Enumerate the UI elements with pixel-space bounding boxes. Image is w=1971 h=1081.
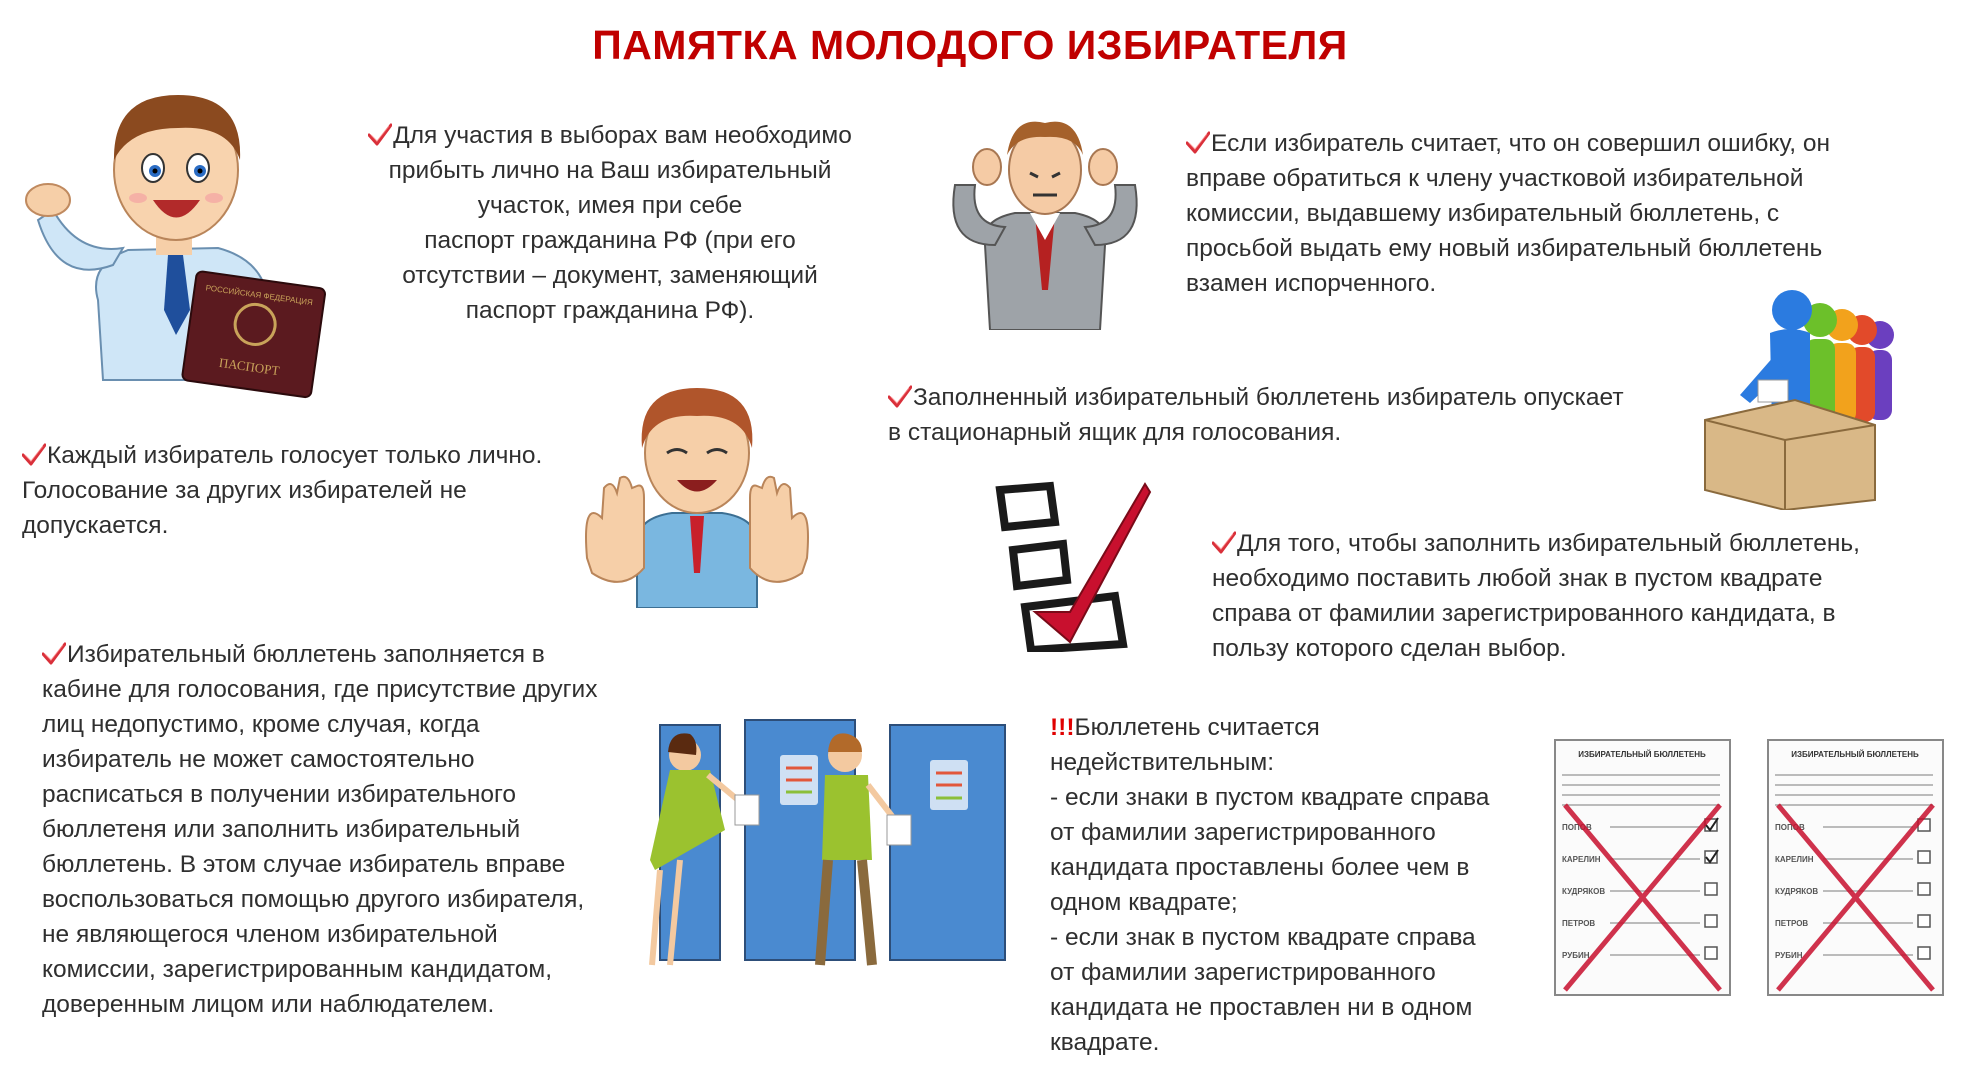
text-line: - если знаки в пустом квадрате справа — [1050, 784, 1490, 811]
ballot-candidate: КАРЕЛИН — [1562, 855, 1601, 864]
ballot-candidate: ПЕТРОВ — [1775, 919, 1809, 928]
check-mark-icon — [888, 385, 912, 409]
text-line-content: Для того, чтобы заполнить избирательный бюллетень, — [1237, 530, 1860, 557]
text-line — [42, 637, 682, 672]
text-line: от фамилии зарегистрированного — [1050, 819, 1436, 846]
check-mark-icon — [368, 123, 392, 147]
text-line: комиссии, зарегистрированным кандидатом, — [42, 956, 553, 983]
text-line: допускается. — [22, 512, 169, 539]
personal-voting-text — [22, 438, 622, 543]
text-line: от фамилии зарегистрированного — [1050, 959, 1436, 986]
passport-label: ПАСПОРТ — [218, 354, 281, 379]
ballot-header: ИЗБИРАТЕЛЬНЫЙ БЮЛЛЕТЕНЬ — [1578, 750, 1706, 759]
warning-exclamation-icon: !!! — [1050, 714, 1075, 741]
text-line: - если знак в пустом квадрате справа — [1050, 924, 1476, 951]
check-mark-icon — [1212, 531, 1236, 555]
check-mark-icon — [1186, 131, 1210, 155]
text-line: участок, имея при себе — [477, 192, 743, 219]
text-line: кандидата не проставлен ни в одном — [1050, 994, 1473, 1021]
ballot-candidate: ПЕТРОВ — [1562, 919, 1596, 928]
text-line: справа от фамилии зарегистрированного кандидата, в — [1212, 600, 1836, 627]
text-line — [888, 380, 1718, 415]
text-line — [22, 438, 622, 473]
text-line: комиссии, выдавшему избирательный бюллетень, с — [1186, 200, 1780, 227]
text-line: взамен испорченного. — [1186, 270, 1437, 297]
text-line-content: Если избиратель считает, что он совершил ошибку, он — [1211, 130, 1830, 157]
text-line: квадрате. — [1050, 1029, 1160, 1056]
text-line: паспорт гражданина РФ (при его — [424, 227, 796, 254]
text-line: необходимо поставить любой знак в пустом квадрате — [1212, 565, 1823, 592]
passport-rule-text — [330, 118, 890, 328]
ballot-candidate: РУБИН — [1775, 951, 1803, 960]
text-line — [1050, 710, 1550, 745]
text-line-content: Для участия в выборах вам необходимо — [393, 122, 852, 149]
ballot-candidate: ПОПОВ — [1775, 823, 1805, 832]
ballot-candidate: КАРЕЛИН — [1775, 855, 1814, 864]
invalid-ballot-text — [1050, 710, 1550, 1060]
refusing-man-illustration — [582, 368, 812, 608]
ballot-candidate: ПОПОВ — [1562, 823, 1592, 832]
text-line: доверенным лицом или наблюдателем. — [42, 991, 495, 1018]
text-line — [330, 118, 890, 153]
text-line: расписаться в получении избирательного — [42, 781, 516, 808]
check-mark-icon — [42, 642, 66, 666]
ballot-candidate: КУДРЯКОВ — [1775, 887, 1819, 896]
invalid-ballots-illustration — [1550, 735, 1950, 1000]
text-line: одном квадрате; — [1050, 889, 1238, 916]
text-line: бюллетень. В этом случае избиратель вправе — [42, 851, 566, 878]
text-line — [1186, 126, 1906, 161]
text-line: в стационарный ящик для голосования. — [888, 419, 1342, 446]
text-line: прибыть лично на Ваш избирательный — [388, 157, 832, 184]
ballot-candidate: РУБИН — [1562, 951, 1590, 960]
text-line: воспользоваться помощью другого избирателя, — [42, 886, 585, 913]
ballot-box-queue-illustration — [1700, 285, 1900, 510]
mistake-rule-text — [1186, 126, 1906, 301]
text-line — [1212, 526, 1952, 561]
text-line: отсутствии – документ, заменяющий — [402, 262, 818, 289]
check-mark-icon — [22, 443, 46, 467]
stressed-man-illustration — [935, 115, 1155, 330]
voting-booth-rule-text — [42, 637, 682, 1022]
text-line: бюллетеня или заполнить избирательный — [42, 816, 521, 843]
fill-ballot-rule-text — [1212, 526, 1952, 666]
man-with-passport-illustration — [18, 50, 338, 410]
text-line: вправе обратиться к члену участковой избирательной — [1186, 165, 1804, 192]
text-line: лиц недопустимо, кроме случая, когда — [42, 711, 480, 738]
text-line-content: Каждый избиратель голосует только лично. — [47, 442, 543, 469]
page-title: ПАМЯТКА МОЛОДОГО ИЗБИРАТЕЛЯ — [592, 22, 1348, 68]
text-line: недействительным: — [1050, 749, 1275, 776]
text-line-content: Заполненный избирательный бюллетень избиратель опускает — [913, 384, 1624, 411]
ballot-header: ИЗБИРАТЕЛЬНЫЙ БЮЛЛЕТЕНЬ — [1791, 750, 1919, 759]
text-line: пользу которого сделан выбор. — [1212, 635, 1567, 662]
text-line: Голосование за других избирателей не — [22, 477, 467, 504]
text-line: не являющегося членом избирательной — [42, 921, 498, 948]
text-line-content: Бюллетень считается — [1074, 714, 1320, 741]
text-line: кандидата проставлены более чем в — [1050, 854, 1470, 881]
voting-booth-illustration — [640, 710, 1020, 975]
ballot-box-rule-text — [888, 380, 1718, 450]
checkbox-illustration — [995, 472, 1155, 652]
passport-top-label: РОССИЙСКАЯ ФЕДЕРАЦИЯ — [205, 283, 314, 308]
text-line: паспорт гражданина РФ). — [465, 297, 755, 324]
text-line: просьбой выдать ему новый избирательный бюллетень — [1186, 235, 1823, 262]
text-line-content: Избирательный бюллетень заполняется в — [67, 641, 545, 668]
ballot-candidate: КУДРЯКОВ — [1562, 887, 1606, 896]
text-line: избиратель не может самостоятельно — [42, 746, 475, 773]
text-line: кабине для голосования, где присутствие других — [42, 676, 598, 703]
